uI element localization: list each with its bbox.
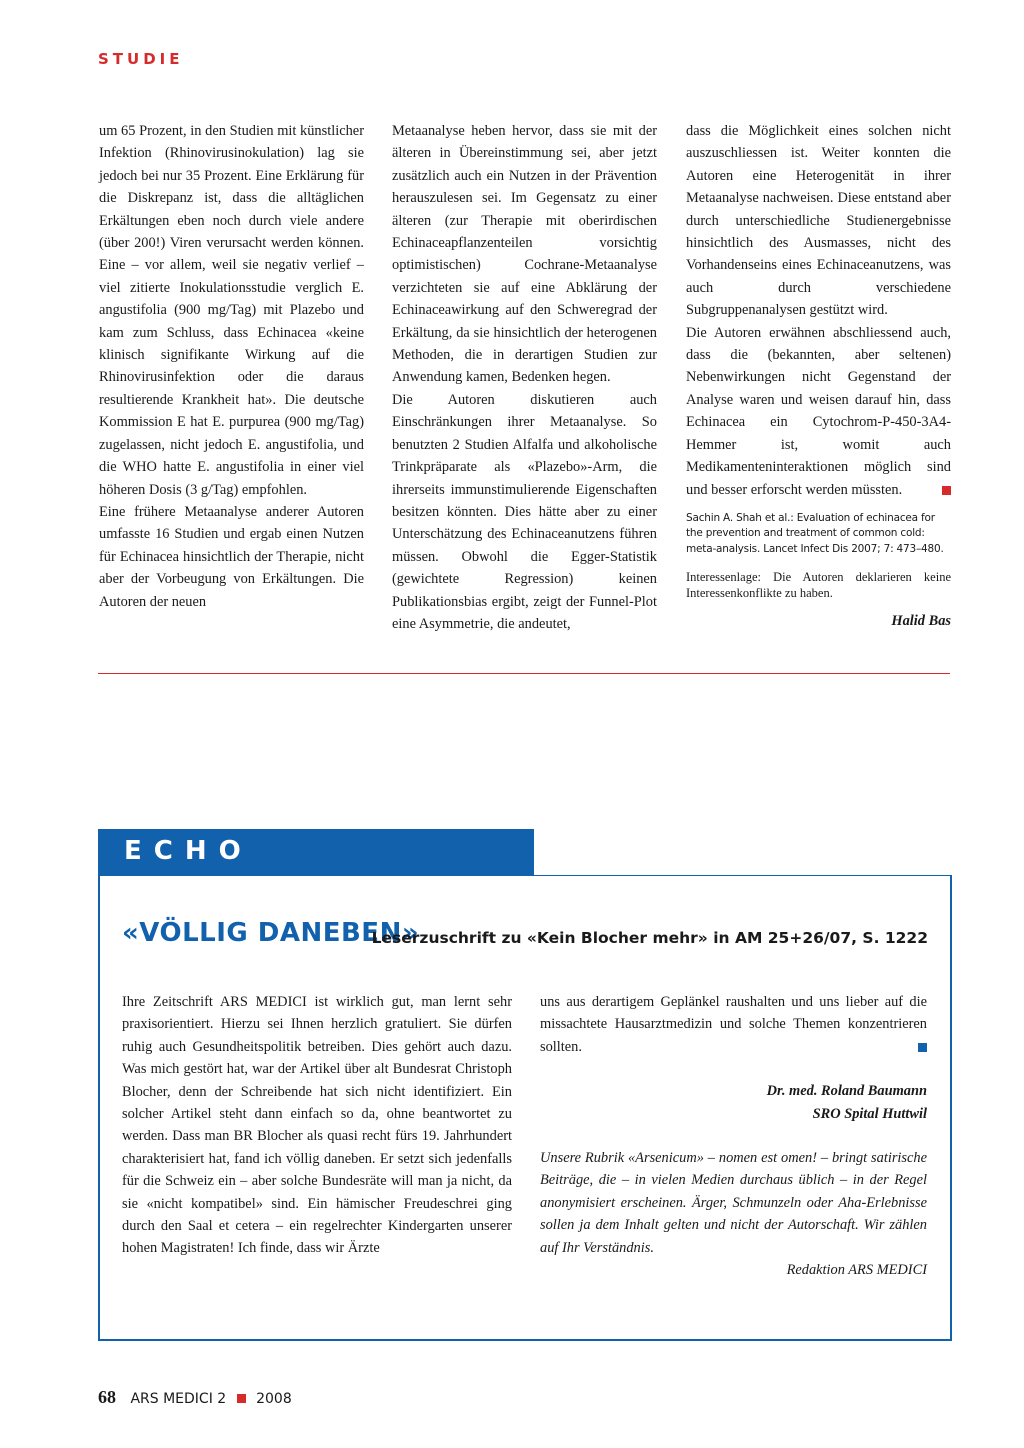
author-signature: Halid Bas — [891, 613, 951, 630]
article-column-3 — [686, 120, 951, 633]
paragraph-with-end-mark — [540, 991, 927, 1058]
page-number: 68 — [98, 1387, 116, 1407]
paragraph-with-end-mark — [686, 322, 951, 501]
echo-title: ECHO — [124, 836, 253, 866]
journal-year: 2008 — [256, 1391, 292, 1407]
end-square-icon — [942, 486, 951, 495]
editorial-note: Unsere Rubrik «Arsenicum» – nomen est omen! – bringt satirische Beiträge, die – in vielen Medien durchaus üblich – in der Regel anonymisiert erscheinen. Ärger, Schmunzeln oder Aha-Erlebnisse sollen ja dem Inhalt gelten und nicht der Autorschaft. Wir zählen auf Ihr Verständnis. — [540, 1150, 927, 1256]
interest-statement: Interessenlage: Die Autoren deklarieren keine Interessenkonflikte zu haben. — [686, 570, 951, 601]
article-column-2 — [392, 120, 657, 635]
letter-signature-affiliation: SRO Spital Huttwil — [812, 1105, 927, 1122]
letter-headline: «VÖLLIG DANEBEN» — [122, 918, 420, 948]
editorial-signature: Redaktion ARS MEDICI — [786, 1262, 927, 1279]
paragraph-text: Die Autoren erwähnen abschliessend auch, dass die (bekannten, aber seltenen) Nebenwirkungen nicht Gegenstand der Analyse waren und weisen darauf hin, dass Echinacea ein Cytochrom-P-450-3A4-Hemmer ist, womit auch Medikamenteninteraktionen möglich sind und besser erforscht werden müssten. — [686, 324, 951, 498]
letter-subhead: Leserzuschrift zu «Kein Blocher mehr» in AM 25+26/07, S. 1222 — [371, 929, 928, 947]
letter-signature-name: Dr. med. Roland Baumann — [766, 1083, 927, 1100]
journal-name: ARS MEDICI 2 — [130, 1391, 227, 1407]
paragraph: um 65 Prozent, in den Studien mit künstlicher Infektion (Rhinovirusinokulation) lag sie jedoch bei nur 35 Prozent. Eine Erklärung für die Diskrepanz ist, dass die alltäglichen Erkältungen eben noch durch viele andere (über 200!) Viren verursacht werden können. Eine – vor allem, weil sie negativ verlief – viel zitierte Inokulationsstudie verglich E. angustifolia (900 mg/Tag) mit Plazebo und kam zum Schluss, dass Echinacea «keine klinisch signifikante Wirkung auf die Rhinovirusinfektion oder die daraus resultierende Krankheit hat». Die deutsche Kommission E hat E. purpurea (900 mg/Tag) zugelassen, nicht jedoch E. angustifolia, und die WHO hatte E. angustifolia in einer viel höheren Dosis (3 g/Tag) empfohlen. — [99, 123, 364, 498]
page-footer — [98, 1387, 292, 1408]
paragraph-text: uns aus derartigem Geplänkel raushalten und uns lieber auf die missachtete Hausarztmedizin und solche Themen konzentrieren sollten. — [540, 994, 927, 1055]
letter-column-2 — [540, 991, 927, 1281]
paragraph: Ihre Zeitschrift ARS MEDICI ist wirklich gut, man lernt sehr praxisorientiert. Hierzu sei Ihnen herzlich gratuliert. Sie dürfen ruhig auch Gesundheitspolitik betreiben. Dies gehört auch dazu. Was mich gestört hat, war der Artikel über alt Bundesrat Christoph Blocher, denn der Schreibende hat sich nicht identifiziert. Ein solcher Artikel steht dann einfach so da, ohne beantwortet zu werden. Dass man BR Blocher als quasi recht fürs 19. Jahrhundert charakterisiert hat, fand ich völlig daneben. Er setzt sich jedenfalls für die Schweiz ein – aber solche Bundesräte will man ja nicht, da sie «nicht kompatibel» sind. Ein hämischer Freudeschrei ging durch den Saal et cetera – ein regelrechter Kindergarten unserer hohen Magistraten! Ich finde, dass wir Ärzte — [122, 994, 512, 1257]
divider — [98, 673, 950, 674]
paragraph: Die Autoren diskutieren auch Einschränkungen ihrer Metaanalyse. So benutzten 2 Studien Alfalfa und alkoholische Trinkpräparate als «Plazebo»-Arm, die ihrerseits immunstimulierende Eigenschaften besitzen könnten. Dies hätte aber zu einer Unterschätzung des Echinaceanutzens führen müssen. Obwohl die Egger-Statistik (gewichtete Regression) keinen Publikationsbias ergibt, zeigt der Funnel-Plot eine Asymmetrie, die andeutet, — [392, 391, 657, 632]
paragraph: dass die Möglichkeit eines solchen nicht auszuschliessen ist. Weiter konnten die Autoren eine Heterogenität in ihrer Metaanalyse nachweisen. Diese entstand aber durch unterschiedliche Studienergebnisse hinsichtlich des Ausmasses, nicht des Vorhandenseins eines Echinaceanutzens, was auch durch verschiedene Subgruppenanalysen gestützt wird. — [686, 123, 951, 319]
end-square-icon — [918, 1043, 927, 1052]
reference: Sachin A. Shah et al.: Evaluation of echinacea for the prevention and treatment of common cold: meta-analysis. Lancet Infect Dis 2007; 7: 473–480. — [686, 511, 944, 555]
paragraph: Metaanalyse heben hervor, dass sie mit der älteren in Übereinstimmung sei, aber jetzt zusätzlich auch ein Nutzen in der Prävention herauszulesen sei. Im Gegensatz zu einer älteren (zur Therapie mit oberirdischen Echinaceapflanzenteilen vorsichtig optimistischen) Cochrane-Metaanalyse verzichteten sie auf eine Abklärung der Echinaceawirkung auf den Schweregrad der Erkältung, da sie hinsichtlich der heterogenen Methoden, die in derartigen Studien zur Anwendung kamen, Bedenken hegen. — [392, 123, 657, 386]
letter-column-1 — [122, 991, 512, 1260]
square-icon — [237, 1394, 246, 1403]
echo-tab — [98, 829, 534, 875]
section-label: STUDIE — [98, 50, 184, 68]
echo-box — [98, 875, 952, 1341]
paragraph: Eine frühere Metaanalyse anderer Autoren umfasste 16 Studien und ergab einen Nutzen für Echinacea hinsichtlich der Therapie, nicht aber der Vorbeugung von Erkältungen. Die Autoren der neuen — [99, 503, 364, 610]
article-column-1 — [99, 120, 364, 613]
